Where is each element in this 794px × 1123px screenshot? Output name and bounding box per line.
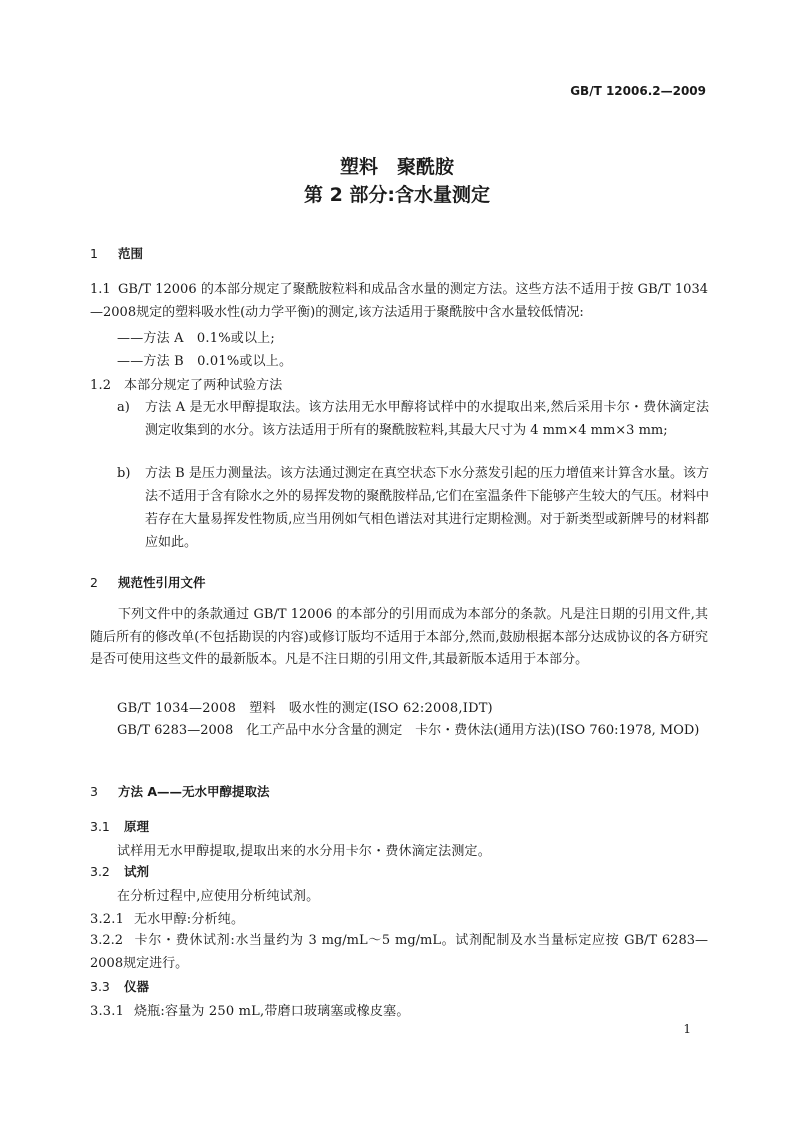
clause-title: 仪器 — [124, 979, 150, 994]
reference-gb-t-6283: GB/T 6283—2008 化工产品中水分含量的测定 卡尔・费休法(通用方法)(ISO 760:1978, MOD) — [117, 723, 700, 738]
document-subtitle: 第 2 部分:含水量测定 — [303, 184, 491, 206]
clause-number: 3.3 — [90, 979, 110, 994]
list-label: b) — [117, 466, 131, 481]
clause-3-1-text: 试样用无水甲醇提取,提取出来的水分用卡尔・费休滴定法测定。 — [117, 844, 491, 859]
section-title: 方法 A——无水甲醇提取法 — [118, 784, 270, 799]
method-b-range: ——方法 B 0.01%或以上。 — [117, 354, 293, 369]
clause-number: 1.2 — [90, 378, 112, 393]
clause-number: 1.1 — [90, 282, 111, 297]
method-a-range: ——方法 A 0.1%或以上; — [117, 331, 275, 346]
clause-1-2 — [90, 374, 282, 393]
clause-number: 3.2 — [90, 864, 110, 879]
clause-text: GB/T 12006 的本部分规定了聚酰胺粒料和成品含水量的测定方法。这些方法不适用于按 GB/T 1034—2008规定的塑料吸水性(动力学平衡)的测定,该方法适用于聚酰胺中含水量较低情况: — [90, 282, 708, 320]
section-number: 1 — [90, 246, 98, 261]
list-item-a — [117, 396, 709, 442]
section-2-heading — [90, 573, 206, 591]
clause-title: 原理 — [124, 819, 150, 834]
list-text: 方法 A 是无水甲醇提取法。该方法用无水甲醇将试样中的水提取出来,然后采用卡尔・费休滴定法测定收集到的水分。该方法适用于所有的聚酰胺粒料,其最大尺寸为 4 mm×4 mm×3 mm; — [145, 400, 709, 438]
clause-3-1-heading — [90, 817, 149, 835]
clause-text: 无水甲醇:分析纯。 — [134, 912, 245, 927]
clause-3-3-heading — [90, 977, 149, 995]
list-label: a) — [117, 400, 130, 415]
clause-3-3-1 — [90, 1000, 410, 1019]
clause-text: 卡尔・费休试剂:水当量约为 3 mg/mL～5 mg/mL。试剂配制及水当量标定应按 GB/T 6283—2008规定进行。 — [90, 933, 708, 971]
section-title: 规范性引用文件 — [118, 575, 206, 590]
standard-number: GB/T 12006.2—2009 — [570, 84, 706, 98]
clause-number: 3.2.2 — [90, 933, 124, 948]
clause-3-2-1 — [90, 908, 244, 927]
clause-1-1 — [90, 279, 708, 324]
references-intro: 下列文件中的条款通过 GB/T 12006 的本部分的引用而成为本部分的条款。凡是注日期的引用文件,其随后所有的修改单(不包括勘误的内容)或修订版均不适用于本部分,然而,鼓励根据本部分达成协议的各方研究是否可使用这些文件的最新版本。凡是不注日期的引用文件,其最新版本适用于本部分。 — [90, 607, 708, 668]
clause-text: 本部分规定了两种试验方法 — [124, 378, 283, 393]
clause-number: 3.2.1 — [90, 912, 125, 927]
clause-number: 3.3.1 — [90, 1004, 125, 1019]
reference-gb-t-1034: GB/T 1034—2008 塑料 吸水性的测定(ISO 62:2008,IDT) — [117, 701, 493, 716]
clause-number: 3.1 — [90, 819, 110, 834]
section-title: 范围 — [118, 246, 144, 261]
section-3-heading — [90, 782, 270, 800]
clause-3-2-heading — [90, 862, 149, 880]
section-1-heading — [90, 244, 143, 262]
list-text: 方法 B 是压力测量法。该方法通过测定在真空状态下水分蒸发引起的压力增值来计算含水量。该方法不适用于含有除水之外的易挥发物的聚酰胺样品,它们在室温条件下能够产生较大的气压。材料中若存在大量易挥发性物质,应当用例如气相色谱法对其进行定期检测。对于新类型或新牌号的材料都应如此。 — [145, 466, 709, 550]
clause-3-2-2 — [90, 930, 708, 975]
section-number: 2 — [90, 575, 98, 590]
clause-3-2-text: 在分析过程中,应使用分析纯试剂。 — [117, 889, 320, 904]
clause-text: 烧瓶:容量为 250 mL,带磨口玻璃塞或橡皮塞。 — [134, 1004, 410, 1019]
page-number: 1 — [683, 1022, 691, 1036]
list-item-b — [117, 462, 709, 554]
clause-title: 试剂 — [124, 864, 150, 879]
document-title: 塑料 聚酰胺 — [339, 156, 454, 178]
section-number: 3 — [90, 784, 98, 799]
